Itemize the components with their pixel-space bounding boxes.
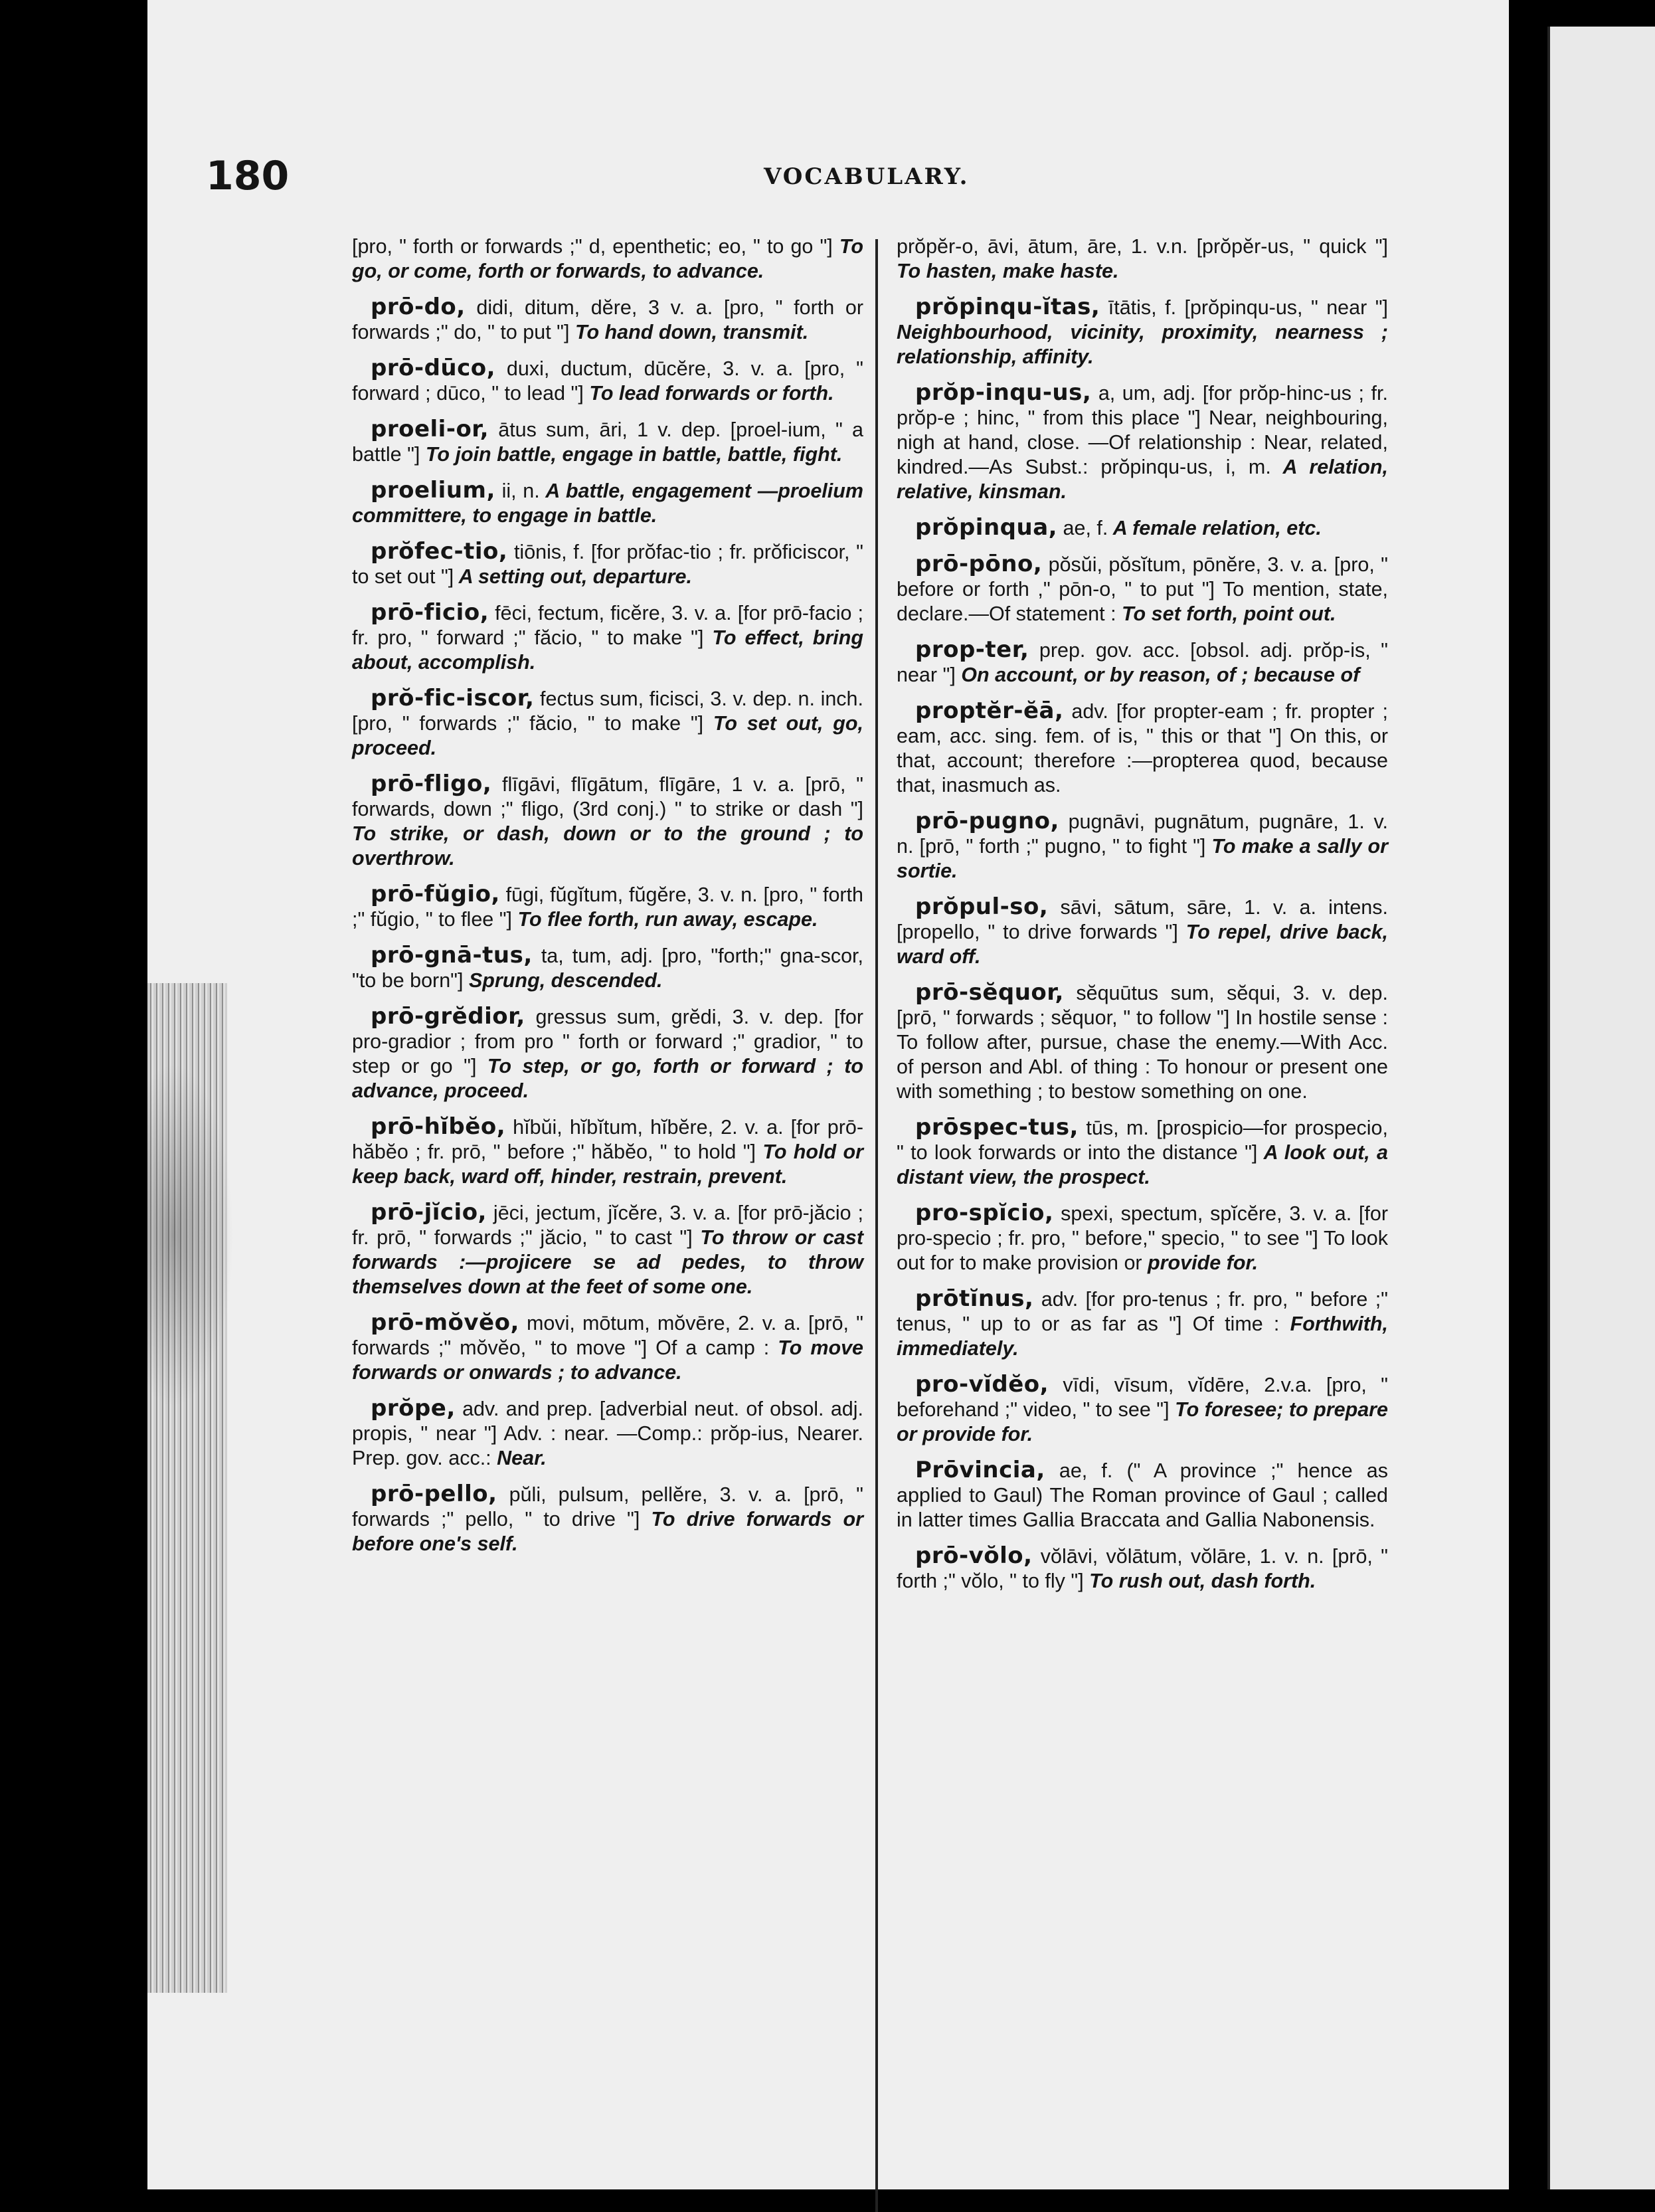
- headword: prŏpe,: [371, 1395, 456, 1422]
- dictionary-entry: [897, 809, 1388, 883]
- entry-etymology: [for pro-gradior ; from pro " forth or forward ;" gradior, " to step or go "]: [352, 1006, 863, 1077]
- right-column: [897, 234, 1388, 1605]
- entry-translation: To set out, go, proceed.: [352, 712, 863, 759]
- dictionary-entry: [897, 1287, 1388, 1361]
- entry-translation: A setting out, departure.: [454, 565, 692, 588]
- entry-translation: A female relation, etc.: [1108, 517, 1322, 539]
- headword: pro-vĭdĕo,: [915, 1371, 1049, 1398]
- entry-translation: To hasten, make haste.: [897, 260, 1119, 282]
- headword: proptĕr-ĕā,: [915, 697, 1064, 724]
- entry-translation: To strike, or dash, down or to the ground ; to overthrow.: [352, 822, 863, 870]
- entry-forms: duxi, ductum, dūcĕre, 3. v. a.: [495, 357, 794, 380]
- entry-etymology: [for pro-specio ; fr. pro, " before," specio, " to see "] To look out for to make provision or: [897, 1202, 1388, 1274]
- dictionary-entry: [352, 417, 863, 467]
- entry-translation: To step, or go, forth or forward ; to advance, proceed.: [352, 1055, 863, 1102]
- left-column: [352, 234, 863, 1568]
- entry-forms: flīgāvi, flīgātum, flīgāre, 1 v. a.: [491, 773, 795, 796]
- entry-etymology: [for prŏfac-tio ; fr. prŏficiscor, " to set out "]: [352, 541, 863, 588]
- entry-forms: fēci, fectum, ficĕre, 3. v. a.: [489, 602, 732, 624]
- facing-page-edge: [1547, 27, 1655, 2189]
- entry-etymology: [obsol. adj. prŏp-is, " near "]: [897, 639, 1388, 686]
- running-head: VOCABULARY.: [764, 163, 970, 190]
- headword: prō-grĕdior,: [371, 1003, 525, 1030]
- dictionary-entry: [352, 1311, 863, 1385]
- dictionary-entry: [897, 552, 1388, 626]
- entry-forms: pŭli, pulsum, pellĕre, 3. v. a.: [497, 1483, 792, 1506]
- entry-translation: To go, or come, forth or forwards, to advance.: [352, 235, 863, 282]
- headword: prō-vŏlo,: [915, 1542, 1033, 1569]
- headword: pro-spĭcio,: [915, 1200, 1054, 1226]
- headword: proelium,: [371, 477, 495, 504]
- headword: prō-pugno,: [915, 808, 1059, 834]
- dictionary-entry: [352, 478, 863, 528]
- entry-etymology: [pro, " beforehand ;" video, " to see "]: [897, 1374, 1388, 1421]
- dictionary-entry: [897, 638, 1388, 688]
- entry-translation: To lead forwards or forth.: [583, 382, 834, 405]
- entry-etymology: [prō, " forwards ; sĕquor, " to follow "] In hostile sense : To follow after, pursue, chase the enemy.—With Acc. of person and Abl. of thing : To honour or present one with something ; to bestow something on one.: [897, 1006, 1388, 1103]
- page-number: 180: [206, 153, 290, 199]
- entry-etymology: [prō, " forth ;" pugno, " to fight "]: [913, 835, 1206, 858]
- entry-forms: jēci, jectum, jĭcĕre, 3. v. a.: [486, 1202, 731, 1224]
- entry-forms: adv.: [1033, 1288, 1079, 1311]
- entry-translation: To flee forth, run away, escape.: [512, 908, 818, 931]
- entry-forms: adv.: [1063, 700, 1108, 723]
- headword: prō-pōno,: [915, 551, 1043, 577]
- entry-forms: ae, f.: [1045, 1459, 1113, 1482]
- entry-etymology: [prŏpinqu-us, " near "]: [1176, 296, 1389, 319]
- entry-forms: ta, tum, adj.: [532, 945, 653, 967]
- entry-forms: didi, ditum, dĕre, 3 v. a.: [465, 296, 713, 319]
- dictionary-entry: [897, 1544, 1388, 1594]
- dictionary-entry: [352, 882, 863, 932]
- entry-forms: prep. gov. acc.: [1029, 639, 1180, 662]
- dictionary-entry: [897, 381, 1388, 504]
- dictionary-entry: [352, 772, 863, 871]
- dictionary-entry: [352, 539, 863, 589]
- entry-etymology: [propello, " to drive forwards "]: [897, 921, 1178, 943]
- entry-forms: ītātis, f.: [1100, 296, 1177, 319]
- entry-etymology: [pro, " before or forth ," pōn-o, " to put "] To mention, state, declare.—Of statement :: [897, 553, 1388, 625]
- entry-etymology: [prō, " forth ;" vŏlo, " to fly "]: [897, 1545, 1388, 1592]
- entry-translation: Near.: [491, 1447, 547, 1469]
- dictionary-entry: [897, 980, 1388, 1104]
- headword: Prōvincia,: [915, 1457, 1045, 1483]
- page-stain: [147, 1063, 234, 1408]
- entry-forms: vīdi, vīsum, vĭdēre, 2.v.a.: [1049, 1374, 1312, 1396]
- dictionary-entry: [352, 295, 863, 345]
- entry-translation: Forthwith, immediately.: [897, 1313, 1389, 1360]
- entry-forms: fectus sum, ficisci, 3. v. dep. n. inch.: [534, 688, 863, 710]
- dictionary-entry: [897, 1458, 1388, 1532]
- entry-forms: adv. and prep.: [455, 1398, 593, 1420]
- headword: prōtĭnus,: [915, 1285, 1034, 1312]
- entry-translation: Sprung, descended.: [463, 969, 663, 992]
- entry-forms: fūgi, fŭgĭtum, fŭgĕre, 3. v. n.: [499, 883, 758, 906]
- entry-forms: prŏpĕr-o, āvi, ātum, āre, 1. v.n.: [897, 235, 1188, 258]
- headword: prŏpul-so,: [915, 893, 1049, 920]
- dictionary-entry: [897, 895, 1388, 969]
- dictionary-entry: [897, 515, 1388, 541]
- entry-translation: To move forwards or onwards ; to advance.: [352, 1336, 863, 1384]
- entry-translation: On account, or by reason, of ; because of: [955, 664, 1360, 686]
- entry-etymology: [pro, " forwards ;" făcio, " to make "]: [352, 712, 704, 735]
- entry-forms: ae, f.: [1057, 517, 1108, 539]
- dictionary-entry: [352, 1115, 863, 1189]
- entry-forms: spexi, spectum, spĭcĕre, 3. v. a.: [1053, 1202, 1352, 1225]
- dictionary-entry: [352, 1396, 863, 1471]
- entry-translation: provide for.: [1142, 1251, 1259, 1274]
- entry-etymology: [prō, " forwards ;" pello, " to drive "]: [352, 1483, 863, 1530]
- entry-etymology: [prō, " forwards ;" mŏvĕo, " to move "] Of a camp :: [352, 1312, 863, 1359]
- entry-forms: ii, n.: [495, 480, 540, 502]
- dictionary-entry: [352, 1482, 863, 1556]
- entry-forms: hĭbŭi, hĭbĭtum, hĭbĕre, 2. v. a.: [505, 1116, 784, 1139]
- headword: prō-pello,: [371, 1481, 497, 1507]
- dictionary-entry: [897, 1115, 1388, 1190]
- entry-forms: pugnāvi, pugnātum, pugnāre, 1. v. n.: [897, 810, 1388, 858]
- entry-translation: To hold or keep back, ward off, hinder, restrain, prevent.: [352, 1141, 863, 1188]
- entry-etymology: [for propter-eam ; fr. propter ; eam, acc. sing. fem. of is, " this or that "] On this, or that, account; therefore :—propterea quod, because that, inasmuch as.: [897, 700, 1389, 796]
- headword: prŏfec-tio,: [371, 538, 508, 565]
- entry-translation: To repel, drive back, ward off.: [897, 921, 1388, 968]
- column-divider: [875, 239, 878, 2212]
- headword: prō-dūco,: [371, 355, 496, 381]
- entry-translation: A battle, engagement —proelium committere, to engage in battle.: [352, 480, 863, 527]
- headword: prōspec-tus,: [915, 1114, 1079, 1141]
- entry-etymology: [for prō-hăbĕo ; fr. prō, " before ;" hăbĕo, " to hold "]: [352, 1116, 863, 1163]
- entry-forms: vŏlāvi, vŏlātum, vŏlāre, 1. v. n.: [1032, 1545, 1324, 1568]
- dictionary-entry: [352, 1200, 863, 1299]
- headword: proeli-or,: [371, 416, 489, 442]
- entry-etymology: [prō, " forwards, down ;" fligo, (3rd conj.) " to strike or dash "]: [352, 773, 863, 820]
- entry-etymology: (" A province ;" hence as applied to Gaul) The Roman province of Gaul ; called in latter times Gallia Braccata and Gallia Nabonensis.: [897, 1459, 1388, 1531]
- entry-etymology: [pro, " forth or forwards ;" d, epenthetic; eo, " to go "]: [352, 235, 833, 258]
- entry-forms: sāvi, sātum, sāre, 1. v. a. intens.: [1048, 896, 1388, 919]
- headword: prō-gnā-tus,: [371, 942, 533, 968]
- entry-etymology: [adverbial neut. of obsol. adj. propis, " near "] Adv. : near. —Comp.: prŏp-ius, Nearer. Prep. gov. acc.:: [352, 1398, 863, 1469]
- headword: prō-do,: [371, 294, 466, 320]
- entry-etymology: [for pro-tenus ; fr. pro, " before ;" tenus, " up to or as far as "] Of time :: [897, 1288, 1388, 1335]
- entry-translation: Neighbourhood, vicinity, proximity, nearness ; relationship, affinity.: [897, 321, 1388, 368]
- dictionary-entry: [897, 1372, 1388, 1447]
- entry-forms: a, um, adj.: [1091, 382, 1196, 405]
- entry-forms: pŏsŭi, pŏsĭtum, pōnĕre, 3. v. a.: [1042, 553, 1328, 576]
- entry-translation: To join battle, engage in battle, battle, fight.: [420, 443, 843, 466]
- dictionary-entry: [352, 1004, 863, 1103]
- dictionary-entry: [897, 295, 1388, 369]
- dictionary-entry: [897, 699, 1388, 798]
- headword: prō-ficio,: [371, 599, 489, 626]
- entry-etymology: [pro, " forth ;" fŭgio, " to flee "]: [352, 883, 863, 931]
- entry-translation: To hand down, transmit.: [569, 321, 809, 343]
- headword: prŏp-inqu-us,: [915, 379, 1092, 406]
- dictionary-entry: [352, 943, 863, 993]
- dictionary-entry: [352, 600, 863, 675]
- entry-translation: To make a sally or sortie.: [897, 835, 1388, 882]
- entry-forms: tūs, m.: [1078, 1117, 1149, 1139]
- entry-translation: To set forth, point out.: [1116, 602, 1336, 625]
- entry-etymology: [pro, " forth or forwards ;" do, " to put "]: [352, 296, 864, 343]
- headword: prŏpinqua,: [915, 514, 1058, 541]
- entry-translation: To rush out, dash forth.: [1083, 1570, 1316, 1592]
- entry-forms: tiōnis, f.: [507, 541, 585, 563]
- entry-forms: gressus sum, grĕdi, 3. v. dep.: [525, 1006, 824, 1028]
- entry-etymology: [for prŏp-hinc-us ; fr. prŏp-e ; hinc, " from this place "] Near, neighbouring, nigh at hand, close. —Of relationship : Near, related, kindred.—As Subst.: prŏpinqu-us, i, m.: [897, 382, 1388, 478]
- entry-etymology: [prospicio—for prospecio, " to look forwards or into the distance "]: [897, 1117, 1388, 1164]
- entry-translation: To drive forwards or before one's self.: [352, 1508, 864, 1555]
- entry-etymology: [proel-ium, " a battle "]: [352, 418, 863, 466]
- headword: prop-ter,: [915, 636, 1029, 663]
- headword: prō-mŏvĕo,: [371, 1309, 519, 1336]
- entry-etymology: [pro, "forth;" gna-scor, "to be born"]: [352, 945, 863, 992]
- dictionary-entry: [897, 234, 1388, 284]
- entry-translation: To foresee; to prepare or provide for.: [897, 1398, 1388, 1445]
- entry-etymology: [prŏpĕr-us, " quick "]: [1187, 235, 1388, 258]
- entry-etymology: [for prō-jăcio ; fr. prō, " forwards ;" jăcio, " to cast "]: [352, 1202, 863, 1249]
- headword: prō-hĭbĕo,: [371, 1113, 506, 1140]
- entry-forms: ātus sum, āri, 1 v. dep.: [489, 418, 721, 441]
- headword: prō-sĕquor,: [915, 979, 1064, 1006]
- headword: prō-fŭgio,: [371, 881, 500, 907]
- entry-translation: A relation, relative, kinsman.: [897, 456, 1388, 503]
- headword: prŏ-fic-iscor,: [371, 685, 535, 711]
- entry-translation: To effect, bring about, accomplish.: [352, 626, 863, 674]
- dictionary-entry: [352, 356, 863, 406]
- dictionary-entry: [352, 234, 863, 284]
- headword: prō-fligo,: [371, 771, 492, 797]
- entry-forms: movi, mōtum, mŏvēre, 2. v. a.: [519, 1312, 801, 1335]
- entry-forms: sĕquūtus sum, sĕqui, 3. v. dep.: [1063, 982, 1388, 1004]
- entry-translation: To throw or cast forwards :—projicere se ad pedes, to throw themselves down at the feet of some one.: [352, 1226, 863, 1298]
- headword: prŏpinqu-ĭtas,: [915, 294, 1100, 320]
- dictionary-entry: [352, 686, 863, 761]
- entry-etymology: [pro, " forward ; dūco, " to lead "]: [352, 357, 863, 405]
- entry-translation: A look out, a distant view, the prospect.: [897, 1141, 1388, 1188]
- dictionary-entry: [897, 1201, 1388, 1275]
- headword: prō-jĭcio,: [371, 1199, 487, 1226]
- entry-etymology: [for prō-facio ; fr. pro, " forward ;" făcio, " to make "]: [352, 602, 863, 649]
